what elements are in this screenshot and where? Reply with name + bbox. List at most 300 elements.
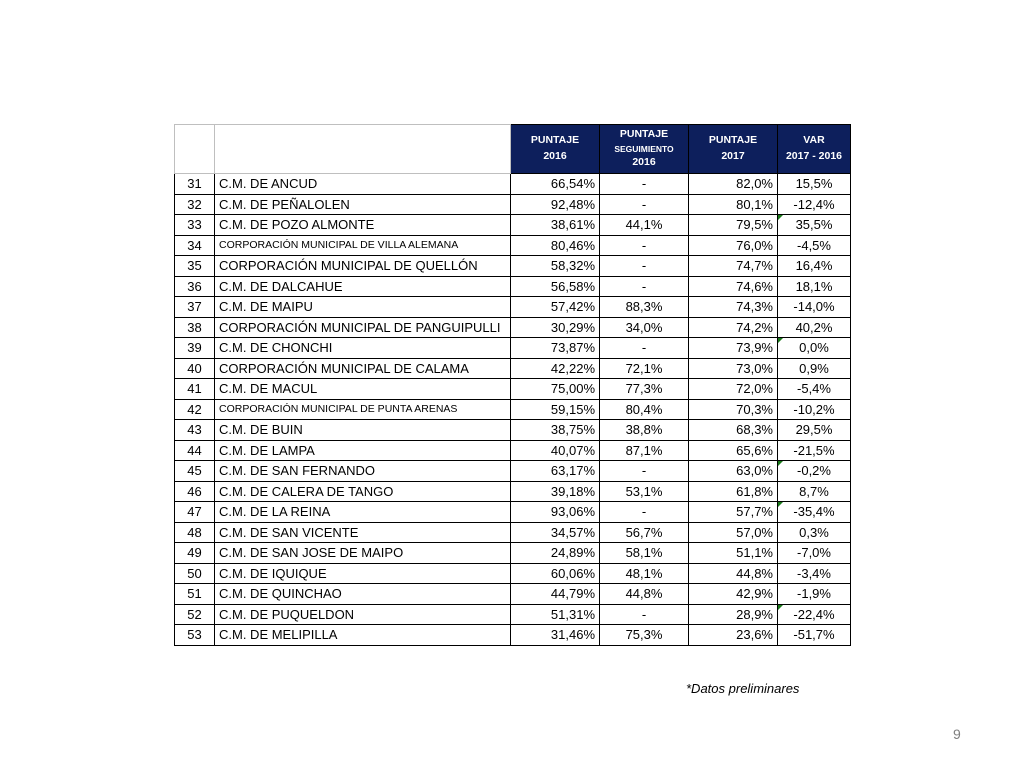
variation-cell-text: -4,5% [797, 237, 831, 253]
header-puntaje-2017 [689, 125, 778, 174]
variation-cell [778, 399, 851, 420]
row-number-cell-text: 47 [187, 504, 202, 520]
table-row [175, 317, 851, 338]
table-row [175, 399, 851, 420]
row-number-cell-text: 51 [187, 586, 202, 602]
puntaje-2016-cell-text: 34,57% [550, 524, 595, 540]
puntaje-seguimiento-cell-text: 53,1% [625, 483, 663, 499]
puntaje-2017-cell-text: 72,0% [736, 381, 773, 397]
puntaje-2017-cell [689, 440, 778, 461]
institution-name-cell-text: C.M. DE ANCUD [219, 176, 318, 192]
institution-name-cell [215, 502, 511, 523]
variation-cell [778, 440, 851, 461]
row-number-cell-text: 40 [187, 360, 202, 376]
row-number-cell [175, 317, 215, 338]
table-row [175, 174, 851, 195]
puntaje-2016-cell [511, 625, 600, 646]
puntaje-seguimiento-cell-text: 34,0% [625, 319, 663, 335]
puntaje-2017-cell [689, 276, 778, 297]
puntaje-2017-cell [689, 379, 778, 400]
row-number-cell-text: 52 [187, 606, 202, 622]
variation-cell-text: 18,1% [795, 278, 833, 294]
header-line: 2017 - 2016 [785, 150, 843, 162]
puntaje-seguimiento-cell [600, 297, 689, 318]
variation-cell [778, 358, 851, 379]
row-number-cell-text: 31 [187, 176, 202, 192]
puntaje-seguimiento-cell-text: - [641, 237, 647, 253]
puntaje-2017-cell [689, 256, 778, 277]
puntaje-2016-cell [511, 502, 600, 523]
puntaje-seguimiento-cell-text: - [641, 463, 647, 479]
row-number-cell-text: 43 [187, 422, 202, 438]
puntaje-2017-cell-text: 70,3% [736, 401, 773, 417]
puntaje-2016-cell-text: 42,22% [550, 360, 595, 376]
cell-comment-marker-icon [778, 338, 783, 343]
variation-cell [778, 379, 851, 400]
puntaje-2016-cell [511, 317, 600, 338]
row-number-cell [175, 440, 215, 461]
institution-name-cell-text: C.M. DE IQUIQUE [219, 565, 327, 581]
row-number-cell [175, 625, 215, 646]
row-number-cell-text: 49 [187, 545, 202, 561]
puntaje-seguimiento-cell [600, 543, 689, 564]
header-blank-number [175, 125, 215, 174]
puntaje-seguimiento-cell [600, 584, 689, 605]
puntaje-seguimiento-cell [600, 461, 689, 482]
table-body [175, 174, 851, 646]
row-number-cell [175, 502, 215, 523]
puntaje-2016-cell-text: 39,18% [550, 483, 595, 499]
header-line: 2017 [721, 150, 745, 162]
variation-cell [778, 481, 851, 502]
variation-cell-text: -0,2% [797, 463, 831, 479]
puntaje-2016-cell-text: 56,58% [550, 278, 595, 294]
variation-cell [778, 235, 851, 256]
row-number-cell-text: 39 [187, 340, 202, 356]
row-number-cell-text: 36 [187, 278, 202, 294]
variation-cell-text: 0,3% [799, 524, 829, 540]
institution-name-cell [215, 522, 511, 543]
puntaje-2017-cell [689, 399, 778, 420]
table-row [175, 256, 851, 277]
puntaje-2017-cell [689, 215, 778, 236]
puntaje-2017-cell [689, 563, 778, 584]
puntaje-seguimiento-cell-text: - [641, 258, 647, 274]
table-row [175, 440, 851, 461]
puntaje-2017-cell [689, 584, 778, 605]
puntaje-seguimiento-cell [600, 194, 689, 215]
row-number-cell [175, 235, 215, 256]
puntaje-seguimiento-cell-text: 72,1% [625, 360, 663, 376]
variation-cell-text: -7,0% [797, 545, 831, 561]
institution-name-cell [215, 379, 511, 400]
puntaje-seguimiento-cell [600, 215, 689, 236]
row-number-cell-text: 33 [187, 217, 202, 233]
puntaje-2016-cell-text: 75,00% [550, 381, 595, 397]
institution-name-cell [215, 194, 511, 215]
row-number-cell-text: 44 [187, 442, 202, 458]
institution-name-cell [215, 399, 511, 420]
puntaje-2017-cell-text: 74,3% [736, 299, 773, 315]
puntaje-2016-cell [511, 379, 600, 400]
institution-name-cell [215, 215, 511, 236]
row-number-cell-text: 50 [187, 565, 202, 581]
puntaje-2017-cell-text: 80,1% [736, 196, 773, 212]
puntaje-2016-cell-text: 30,29% [550, 319, 595, 335]
variation-cell [778, 194, 851, 215]
table-row [175, 502, 851, 523]
puntaje-2017-cell [689, 543, 778, 564]
row-number-cell [175, 563, 215, 584]
header-line: PUNTAJE [619, 127, 669, 140]
page-number: 9 [953, 726, 961, 742]
puntaje-2017-cell [689, 338, 778, 359]
puntaje-seguimiento-cell [600, 338, 689, 359]
puntaje-2017-cell-text: 44,8% [736, 565, 773, 581]
variation-cell [778, 276, 851, 297]
table-row [175, 194, 851, 215]
puntaje-2017-cell-text: 73,9% [736, 340, 773, 356]
row-number-cell [175, 461, 215, 482]
puntaje-2016-cell [511, 522, 600, 543]
puntaje-2016-cell-text: 80,46% [550, 237, 595, 253]
institution-name-cell-text: CORPORACIÓN MUNICIPAL DE QUELLÓN [219, 258, 478, 274]
puntaje-seguimiento-cell [600, 625, 689, 646]
puntaje-seguimiento-cell-text: 88,3% [625, 299, 663, 315]
variation-cell-text: 15,5% [795, 176, 833, 192]
header-line: 2016 [543, 150, 567, 162]
header-var-2017-2016 [778, 125, 851, 174]
table-row [175, 461, 851, 482]
row-number-cell-text: 38 [187, 319, 202, 335]
institution-name-cell [215, 584, 511, 605]
variation-cell [778, 256, 851, 277]
puntaje-2016-cell-text: 73,87% [550, 340, 595, 356]
puntaje-seguimiento-cell-text: 44,8% [625, 586, 663, 602]
header-blank-name [215, 125, 511, 174]
row-number-cell [175, 297, 215, 318]
variation-cell [778, 502, 851, 523]
institution-name-cell-text: C.M. DE LAMPA [219, 442, 315, 458]
table-row [175, 563, 851, 584]
institution-name-cell [215, 543, 511, 564]
institution-name-cell-text: C.M. DE PEÑALOLEN [219, 196, 350, 212]
institution-name-cell [215, 174, 511, 195]
header-puntaje-2016 [511, 125, 600, 174]
puntaje-2017-cell-text: 42,9% [736, 586, 773, 602]
row-number-cell [175, 215, 215, 236]
institution-name-cell-text: C.M. DE DALCAHUE [219, 278, 343, 294]
variation-cell-text: 29,5% [795, 422, 833, 438]
variation-cell [778, 563, 851, 584]
puntaje-seguimiento-cell-text: 38,8% [625, 422, 663, 438]
puntaje-2016-cell-text: 58,32% [550, 258, 595, 274]
institution-name-cell-text: C.M. DE SAN FERNANDO [219, 463, 376, 479]
cell-comment-marker-icon [778, 502, 783, 507]
puntaje-seguimiento-cell [600, 502, 689, 523]
institution-name-cell-text: CORPORACIÓN MUNICIPAL DE PUNTA ARENAS [219, 403, 458, 416]
institution-name-cell [215, 235, 511, 256]
puntaje-2017-cell-text: 74,7% [736, 258, 773, 274]
institution-name-cell-text: C.M. DE POZO ALMONTE [219, 217, 375, 233]
institution-name-cell [215, 420, 511, 441]
puntaje-seguimiento-cell-text: 75,3% [625, 627, 663, 643]
puntaje-2016-cell [511, 604, 600, 625]
puntaje-seguimiento-cell [600, 235, 689, 256]
row-number-cell [175, 338, 215, 359]
header-puntaje-seguimiento-2016 [600, 125, 689, 174]
institution-name-cell-text: C.M. DE PUQUELDON [219, 606, 355, 622]
table-row [175, 297, 851, 318]
table-row [175, 625, 851, 646]
puntaje-2017-cell-text: 23,6% [736, 627, 773, 643]
variation-cell [778, 174, 851, 195]
puntaje-2017-cell [689, 604, 778, 625]
institution-name-cell-text: C.M. DE CALERA DE TANGO [219, 483, 394, 499]
puntaje-2017-cell-text: 76,0% [736, 237, 773, 253]
variation-cell-text: -10,2% [793, 401, 835, 417]
institution-name-cell-text: C.M. DE SAN VICENTE [219, 524, 359, 540]
institution-name-cell-text: CORPORACIÓN MUNICIPAL DE VILLA ALEMANA [219, 239, 459, 252]
variation-cell [778, 522, 851, 543]
variation-cell [778, 215, 851, 236]
puntaje-seguimiento-cell [600, 174, 689, 195]
puntaje-2017-cell [689, 625, 778, 646]
variation-cell [778, 420, 851, 441]
table-row [175, 235, 851, 256]
variation-cell-text: -14,0% [793, 299, 835, 315]
variation-cell-text: 35,5% [795, 217, 833, 233]
institution-name-cell [215, 604, 511, 625]
header-line: PUNTAJE [708, 134, 758, 147]
variation-cell-text: -35,4% [793, 504, 835, 520]
puntaje-2016-cell-text: 38,61% [550, 217, 595, 233]
institution-name-cell-text: C.M. DE SAN JOSE DE MAIPO [219, 545, 404, 561]
variation-cell [778, 338, 851, 359]
puntaje-2016-cell-text: 66,54% [550, 176, 595, 192]
row-number-cell [175, 604, 215, 625]
row-number-cell-text: 42 [187, 401, 202, 417]
puntaje-seguimiento-cell-text: 80,4% [625, 401, 663, 417]
puntaje-2016-cell-text: 38,75% [550, 422, 595, 438]
variation-cell [778, 461, 851, 482]
puntaje-2016-cell [511, 584, 600, 605]
puntaje-seguimiento-cell [600, 358, 689, 379]
puntaje-2016-cell-text: 44,79% [550, 586, 595, 602]
puntaje-2016-cell [511, 543, 600, 564]
puntaje-2017-cell-text: 65,6% [736, 442, 773, 458]
institution-name-cell [215, 481, 511, 502]
puntaje-2016-cell-text: 31,46% [550, 627, 595, 643]
puntaje-seguimiento-cell-text: 77,3% [625, 381, 663, 397]
puntaje-2017-cell [689, 481, 778, 502]
puntaje-2016-cell-text: 93,06% [550, 504, 595, 520]
table-row [175, 522, 851, 543]
puntaje-2017-cell-text: 79,5% [736, 217, 773, 233]
variation-cell [778, 584, 851, 605]
puntaje-2016-cell [511, 297, 600, 318]
puntaje-seguimiento-cell-text: 58,1% [625, 545, 663, 561]
results-table-container [174, 124, 851, 646]
institution-name-cell-text: C.M. DE CHONCHI [219, 340, 333, 356]
puntaje-seguimiento-cell-text: 56,7% [625, 524, 663, 540]
puntaje-2016-cell-text: 63,17% [550, 463, 595, 479]
variation-cell-text: -12,4% [793, 196, 835, 212]
table-header-row [175, 125, 851, 174]
row-number-cell-text: 53 [187, 627, 202, 643]
variation-cell-text: -5,4% [797, 381, 831, 397]
table-row [175, 215, 851, 236]
puntaje-2017-cell-text: 63,0% [736, 463, 773, 479]
puntaje-2017-cell-text: 82,0% [736, 176, 773, 192]
puntaje-2016-cell-text: 59,15% [550, 401, 595, 417]
institution-name-cell [215, 256, 511, 277]
puntaje-2017-cell [689, 174, 778, 195]
row-number-cell [175, 543, 215, 564]
row-number-cell-text: 45 [187, 463, 202, 479]
puntaje-2017-cell [689, 235, 778, 256]
puntaje-2017-cell-text: 28,9% [736, 606, 773, 622]
institution-name-cell [215, 317, 511, 338]
variation-cell-text: 8,7% [799, 483, 829, 499]
row-number-cell [175, 399, 215, 420]
puntaje-2016-cell-text: 51,31% [550, 606, 595, 622]
puntaje-2016-cell-text: 57,42% [550, 299, 595, 315]
puntaje-2016-cell [511, 194, 600, 215]
row-number-cell [175, 256, 215, 277]
puntaje-2016-cell [511, 174, 600, 195]
institution-name-cell [215, 440, 511, 461]
table-row [175, 276, 851, 297]
row-number-cell [175, 194, 215, 215]
institution-name-cell [215, 276, 511, 297]
institution-name-cell [215, 625, 511, 646]
puntaje-seguimiento-cell [600, 420, 689, 441]
row-number-cell-text: 48 [187, 524, 202, 540]
institution-name-cell-text: C.M. DE LA REINA [219, 504, 331, 520]
puntaje-seguimiento-cell-text: - [641, 340, 647, 356]
puntaje-2017-cell [689, 522, 778, 543]
institution-name-cell-text: C.M. DE MACUL [219, 381, 318, 397]
results-table [174, 124, 851, 646]
puntaje-2016-cell [511, 215, 600, 236]
header-line: VAR [803, 134, 825, 147]
puntaje-2017-cell-text: 74,2% [736, 319, 773, 335]
puntaje-seguimiento-cell-text: - [641, 176, 647, 192]
variation-cell [778, 625, 851, 646]
puntaje-2017-cell [689, 420, 778, 441]
table-row [175, 481, 851, 502]
row-number-cell-text: 34 [187, 237, 202, 253]
puntaje-seguimiento-cell [600, 440, 689, 461]
puntaje-2017-cell-text: 74,6% [736, 278, 773, 294]
puntaje-seguimiento-cell [600, 481, 689, 502]
variation-cell-text: -51,7% [793, 627, 835, 643]
puntaje-2017-cell-text: 73,0% [736, 360, 773, 376]
variation-cell [778, 297, 851, 318]
variation-cell-text: 40,2% [795, 319, 833, 335]
header-line: SEGUIMIENTO [614, 143, 674, 154]
puntaje-2016-cell [511, 276, 600, 297]
row-number-cell [175, 420, 215, 441]
puntaje-seguimiento-cell [600, 276, 689, 297]
row-number-cell [175, 358, 215, 379]
institution-name-cell-text: C.M. DE MELIPILLA [219, 627, 338, 643]
puntaje-2017-cell [689, 194, 778, 215]
puntaje-2017-cell [689, 297, 778, 318]
institution-name-cell [215, 297, 511, 318]
puntaje-2017-cell [689, 317, 778, 338]
puntaje-seguimiento-cell [600, 563, 689, 584]
institution-name-cell-text: C.M. DE MAIPU [219, 299, 313, 315]
puntaje-seguimiento-cell [600, 256, 689, 277]
puntaje-2016-cell [511, 563, 600, 584]
table-row [175, 358, 851, 379]
row-number-cell-text: 37 [187, 299, 202, 315]
puntaje-seguimiento-cell-text: - [641, 278, 647, 294]
puntaje-2017-cell [689, 358, 778, 379]
institution-name-cell [215, 338, 511, 359]
institution-name-cell [215, 358, 511, 379]
row-number-cell [175, 584, 215, 605]
table-row [175, 584, 851, 605]
puntaje-2016-cell [511, 440, 600, 461]
row-number-cell-text: 32 [187, 196, 202, 212]
puntaje-2016-cell [511, 338, 600, 359]
footnote: *Datos preliminares [686, 681, 800, 696]
puntaje-seguimiento-cell-text: 48,1% [625, 565, 663, 581]
row-number-cell-text: 41 [187, 381, 202, 397]
puntaje-seguimiento-cell [600, 379, 689, 400]
table-row [175, 543, 851, 564]
institution-name-cell-text: C.M. DE BUIN [219, 422, 303, 438]
puntaje-2017-cell [689, 461, 778, 482]
institution-name-cell [215, 461, 511, 482]
puntaje-2016-cell-text: 60,06% [550, 565, 595, 581]
puntaje-seguimiento-cell [600, 399, 689, 420]
puntaje-seguimiento-cell-text: 87,1% [625, 442, 663, 458]
table-row [175, 604, 851, 625]
variation-cell-text: 0,9% [799, 360, 829, 376]
variation-cell-text: -3,4% [797, 565, 831, 581]
puntaje-seguimiento-cell-text: - [641, 504, 647, 520]
puntaje-2016-cell [511, 420, 600, 441]
variation-cell-text: -22,4% [793, 606, 835, 622]
header-line: 2016 [632, 156, 656, 169]
puntaje-2017-cell-text: 68,3% [736, 422, 773, 438]
institution-name-cell-text: CORPORACIÓN MUNICIPAL DE CALAMA [219, 360, 469, 376]
row-number-cell [175, 379, 215, 400]
row-number-cell [175, 174, 215, 195]
table-row [175, 379, 851, 400]
variation-cell-text: -21,5% [793, 442, 835, 458]
puntaje-seguimiento-cell [600, 604, 689, 625]
puntaje-2016-cell [511, 358, 600, 379]
variation-cell [778, 543, 851, 564]
puntaje-2017-cell-text: 57,7% [736, 504, 773, 520]
puntaje-2016-cell [511, 461, 600, 482]
puntaje-2017-cell-text: 51,1% [736, 545, 773, 561]
table-row [175, 420, 851, 441]
variation-cell [778, 604, 851, 625]
variation-cell-text: -1,9% [797, 586, 831, 602]
variation-cell-text: 16,4% [795, 258, 833, 274]
variation-cell [778, 317, 851, 338]
puntaje-seguimiento-cell [600, 522, 689, 543]
puntaje-2017-cell-text: 61,8% [736, 483, 773, 499]
puntaje-seguimiento-cell-text: - [641, 606, 647, 622]
puntaje-2016-cell-text: 40,07% [550, 442, 595, 458]
